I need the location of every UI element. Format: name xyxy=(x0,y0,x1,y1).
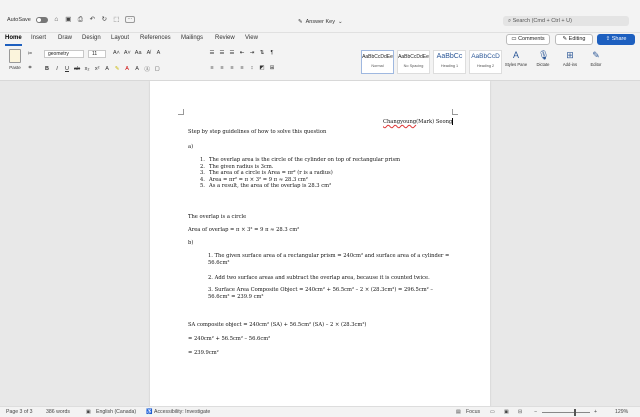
comments-button[interactable]: ▭ Comments xyxy=(506,34,550,45)
list-item: 2. The given radius is 3cm. xyxy=(200,163,274,170)
pencil-icon: ✎ xyxy=(562,36,569,42)
italic-icon[interactable]: I xyxy=(56,66,58,72)
step-b2: 2. Add two surface areas and subtract the overlap area, because it is counted twice. xyxy=(208,275,430,281)
step-b1: 1. The given surface area of a rectangular prism = 240cm² and surface area of a cylinder = 56.6cm² xyxy=(208,253,450,266)
addins-button[interactable]: ⊞ Add-ins xyxy=(562,50,578,67)
subscript-icon[interactable]: x₂ xyxy=(84,66,90,72)
change-case-icon[interactable]: Aa xyxy=(134,50,142,56)
styles-gallery xyxy=(361,50,502,74)
language-indicator[interactable]: English (Canada) xyxy=(96,409,137,415)
document-title[interactable]: ✎ Answer Key ⌄ xyxy=(298,19,343,25)
step-b3: 3. Surface Area Composite Object = 240cm² + 56.5cm² – 2 × (28.3cm²) = 296.5cm² – 56.6cm² = 239.9 cm² xyxy=(208,287,433,300)
list-item: 5. As a result, the area of the overlap is 28.3 cm² xyxy=(200,183,332,190)
document-page[interactable] xyxy=(150,81,490,406)
web-layout-icon[interactable]: ⊟ xyxy=(518,409,523,415)
styles-pane-button[interactable]: A Styles Pane xyxy=(504,50,528,67)
styles-pane-icon: A xyxy=(512,50,519,60)
list-item: 4. Area = πr² = π × 3² = 9 π ≈ 28.3 cm² xyxy=(200,176,308,183)
multilevel-list-icon[interactable]: ☰ xyxy=(229,50,235,56)
comment-icon: ▭ xyxy=(511,36,519,42)
part-a-label: a) xyxy=(188,144,194,150)
part-b-label: b) xyxy=(188,240,194,246)
more-commands-icon[interactable]: ··· xyxy=(125,16,135,23)
style-no-spacing[interactable]: AaBbCcDdEe No Spacing xyxy=(397,50,430,74)
undo-icon[interactable]: ↶ xyxy=(89,16,96,23)
align-center-icon[interactable]: ≡ xyxy=(220,65,224,71)
tab-insert[interactable]: Insert xyxy=(31,35,47,41)
shrink-font-icon[interactable]: A˅ xyxy=(123,50,131,56)
paragraph-tools-row2 xyxy=(209,65,275,71)
redo-icon[interactable]: ↻ xyxy=(101,16,108,23)
underline-icon[interactable]: U xyxy=(65,66,69,72)
justify-icon[interactable]: ≡ xyxy=(240,65,244,71)
tab-draw[interactable]: Draw xyxy=(58,35,73,41)
show-formatting-icon[interactable]: ¶ xyxy=(270,50,274,56)
word-count[interactable]: 386 words xyxy=(46,409,70,415)
enclose-character-icon[interactable]: Ⓐ xyxy=(144,67,150,73)
focus-button[interactable]: Focus xyxy=(466,409,481,415)
tab-view[interactable]: View xyxy=(245,35,258,41)
font-name-select[interactable]: geometry xyxy=(44,50,84,58)
tab-home[interactable]: Home xyxy=(5,35,22,41)
chevron-down-icon: ⌄ xyxy=(337,19,343,25)
read-mode-icon[interactable]: ▭ xyxy=(490,409,495,415)
page-count[interactable]: Page 3 of 3 xyxy=(6,409,33,415)
ribbon-home xyxy=(0,47,640,81)
steps-a-list xyxy=(200,157,400,190)
tab-design[interactable]: Design xyxy=(82,35,101,41)
tab-references[interactable]: References xyxy=(140,35,171,41)
sort-icon[interactable]: ⇅ xyxy=(259,50,265,56)
clear-format-icon[interactable]: A̸ xyxy=(146,50,151,56)
bullets-icon[interactable]: ☰ xyxy=(209,50,215,56)
decrease-indent-icon[interactable]: ⇤ xyxy=(239,50,245,56)
sa-line-2: = 240cm² + 56.5cm² – 56.6cm² xyxy=(188,336,271,342)
font-tools-row1 xyxy=(113,50,162,56)
tab-mailings[interactable]: Mailings xyxy=(181,35,204,41)
bold-icon[interactable]: B xyxy=(45,66,49,72)
tab-review[interactable]: Review xyxy=(215,35,235,41)
accessibility-status[interactable]: Accessibility: Investigate xyxy=(154,409,211,415)
editing-mode-button[interactable]: ✎ Editing xyxy=(555,34,593,45)
zoom-slider[interactable] xyxy=(542,412,590,413)
author-first-name: Changyoung xyxy=(383,119,417,125)
document-canvas[interactable] xyxy=(0,81,640,406)
character-shading-icon[interactable]: A xyxy=(135,66,139,72)
margin-marker-right xyxy=(452,109,458,115)
microphone-icon: 🎙 xyxy=(538,50,550,60)
format-painter-icon[interactable]: ⬚ xyxy=(113,16,120,23)
dictate-button[interactable]: 🎙 Dictate xyxy=(536,50,550,67)
clipboard-icon xyxy=(9,49,21,63)
border-char-icon[interactable]: ▢ xyxy=(154,66,160,72)
borders-icon[interactable]: ⊞ xyxy=(269,65,275,71)
author-line xyxy=(383,118,453,126)
status-bar xyxy=(0,406,640,417)
clipboard-tools xyxy=(27,51,33,57)
strikethrough-icon[interactable]: ab xyxy=(74,66,81,72)
autosave-toggle[interactable] xyxy=(36,17,48,23)
search-icon: ⌕ xyxy=(508,18,512,24)
style-heading-2[interactable]: AaBbCcD Heading 2 xyxy=(469,50,502,74)
grow-font-icon[interactable]: A˄ xyxy=(113,50,120,56)
shading-icon[interactable]: ◩ xyxy=(259,65,265,71)
editor-icon: ✎ xyxy=(592,50,600,60)
addins-icon: ⊞ xyxy=(566,50,574,60)
sa-line-3: = 239.9cm² xyxy=(188,350,219,356)
numbering-icon[interactable]: ☰ xyxy=(219,50,225,56)
active-tab-indicator xyxy=(5,44,22,46)
view-layout-icon[interactable]: ▤ xyxy=(456,409,461,415)
list-item: 1. The overlap area is the circle of the cylinder on top of rectangular prism xyxy=(200,157,401,163)
sa-line-1: SA composite object = 240cm² (SA) + 56.5cm² (SA) – 2 × (28.3cm²) xyxy=(188,322,367,328)
print-icon[interactable]: ⎙ xyxy=(77,16,83,23)
overlap-formula: Area of overlap = π × 3² = 9 π ≈ 28.3 cm² xyxy=(188,227,300,233)
share-button[interactable]: ⇪ Share xyxy=(597,34,635,45)
intro-text: Step by step guidelines of how to solve this question xyxy=(188,129,327,135)
author-rest: (Mark) Seong xyxy=(416,119,453,125)
proofing-icon[interactable]: ▣ xyxy=(86,409,91,415)
increase-indent-icon[interactable]: ⇥ xyxy=(249,50,255,56)
home-icon[interactable]: ⌂ xyxy=(54,16,59,23)
accessibility-icon[interactable]: ♿ xyxy=(146,409,153,415)
line-spacing-icon[interactable]: ↕ xyxy=(250,65,254,71)
clipboard-tools-2 xyxy=(27,65,33,72)
editor-button[interactable]: ✎ Editor xyxy=(590,50,602,67)
zoom-out-icon[interactable]: − xyxy=(534,409,538,415)
zoom-level[interactable]: 129% xyxy=(615,409,629,415)
text-effects-2-icon[interactable]: A xyxy=(105,66,109,72)
superscript-icon[interactable]: x² xyxy=(94,66,100,72)
style-normal[interactable]: AaBbCcDdEe Normal xyxy=(361,50,394,74)
quick-access-toolbar xyxy=(7,16,135,23)
style-heading-1[interactable]: AaBbCc Heading 1 xyxy=(433,50,466,74)
save-icon[interactable]: ▣ xyxy=(65,16,72,23)
title-bar xyxy=(0,0,640,33)
zoom-in-icon[interactable]: + xyxy=(594,409,598,415)
highlight-icon[interactable]: ✎ xyxy=(114,66,120,72)
autosave-label: AutoSave xyxy=(7,16,31,23)
align-left-icon[interactable]: ≡ xyxy=(210,65,214,71)
share-icon: ⇪ xyxy=(605,36,612,42)
text-cursor xyxy=(452,118,453,125)
margin-marker-left xyxy=(178,109,184,115)
text-effects-icon[interactable]: A xyxy=(156,50,161,56)
print-layout-icon[interactable]: ▣ xyxy=(504,409,509,415)
document-icon: ✎ xyxy=(298,19,303,25)
font-tools-row2 xyxy=(44,65,160,73)
format-brush-icon[interactable]: ⌗ xyxy=(28,65,32,71)
search-input[interactable]: ⌕ Search (Cmd + Ctrl + U) xyxy=(503,16,629,26)
cut-icon[interactable]: ✂ xyxy=(27,51,33,57)
align-right-icon[interactable]: ≡ xyxy=(230,65,234,71)
overlap-heading: The overlap is a circle xyxy=(188,214,247,220)
list-item: 3. The area of a circle is Area = πr² (r is a radius) xyxy=(200,170,333,177)
tab-layout[interactable]: Layout xyxy=(111,35,130,41)
paste-button[interactable]: Paste xyxy=(7,49,23,70)
paragraph-tools-row1 xyxy=(209,50,275,56)
zoom-slider-thumb[interactable] xyxy=(574,409,576,416)
font-color-icon[interactable]: A xyxy=(125,66,129,72)
font-size-select[interactable]: 11 xyxy=(88,50,106,58)
